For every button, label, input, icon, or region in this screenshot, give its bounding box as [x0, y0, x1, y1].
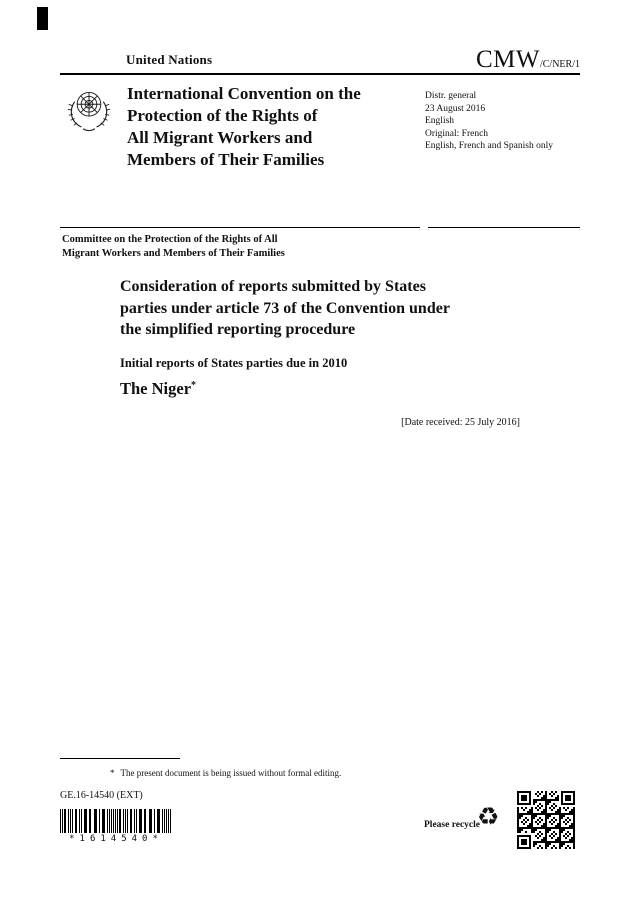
report-title-line: Consideration of reports submitted by States: [120, 278, 426, 295]
doc-number: GE.16-14540 (EXT): [60, 790, 143, 801]
report-title-line: the simplified reporting procedure: [120, 321, 356, 338]
committee-name: [62, 233, 285, 260]
please-recycle-label: Please recycle: [424, 820, 480, 830]
country-footnote-marker: *: [191, 380, 197, 391]
committee-name-line: Committee on the Protection of the Rights of All: [62, 234, 278, 245]
doc-symbol-suffix: /C/NER/1: [539, 59, 580, 70]
doc-symbol-main: CMW: [475, 46, 540, 73]
distribution-line: English, French and Spanish only: [425, 141, 553, 151]
header-rule: [60, 73, 580, 75]
report-title: [120, 276, 540, 341]
report-subtitle: Initial reports of States parties due in 2010: [120, 356, 348, 370]
un-emblem-icon: [62, 82, 116, 140]
report-title-line: parties under article 73 of the Convention under: [120, 299, 450, 317]
convention-title: [127, 83, 361, 171]
footnote: [110, 768, 450, 778]
barcode: [60, 809, 172, 844]
print-registration-mark: [37, 7, 48, 30]
convention-title-line: International Convention on the: [127, 84, 361, 103]
distribution-line: Distr. general: [425, 91, 477, 101]
footnote-text: The present document is being issued without formal editing.: [120, 768, 342, 778]
distribution-block: [425, 90, 553, 153]
doc-symbol: [476, 46, 580, 74]
distribution-line: 23 August 2016: [425, 103, 486, 114]
distribution-line: Original: French: [425, 128, 489, 139]
section-divider-right: [428, 227, 580, 228]
barcode-text: *1614540*: [69, 834, 163, 844]
country-name-text: The Niger: [120, 379, 192, 398]
footnote-marker: *: [110, 768, 115, 778]
convention-title-line: Protection of the Rights of: [127, 106, 318, 125]
qr-code: [517, 791, 575, 849]
committee-name-line: Migrant Workers and Members of Their Families: [62, 247, 285, 259]
country-name: [120, 379, 196, 399]
date-received: [Date received: 25 July 2016]: [401, 417, 520, 428]
barcode-bars: [60, 809, 172, 833]
org-name: United Nations: [126, 52, 213, 67]
convention-title-line: All Migrant Workers and: [127, 128, 313, 147]
distribution-line: English: [425, 116, 455, 126]
footnote-rule: [60, 758, 180, 759]
section-divider-left: [60, 227, 420, 228]
convention-title-line: Members of Their Families: [127, 150, 325, 169]
recycle-icon: ♻: [477, 802, 500, 831]
